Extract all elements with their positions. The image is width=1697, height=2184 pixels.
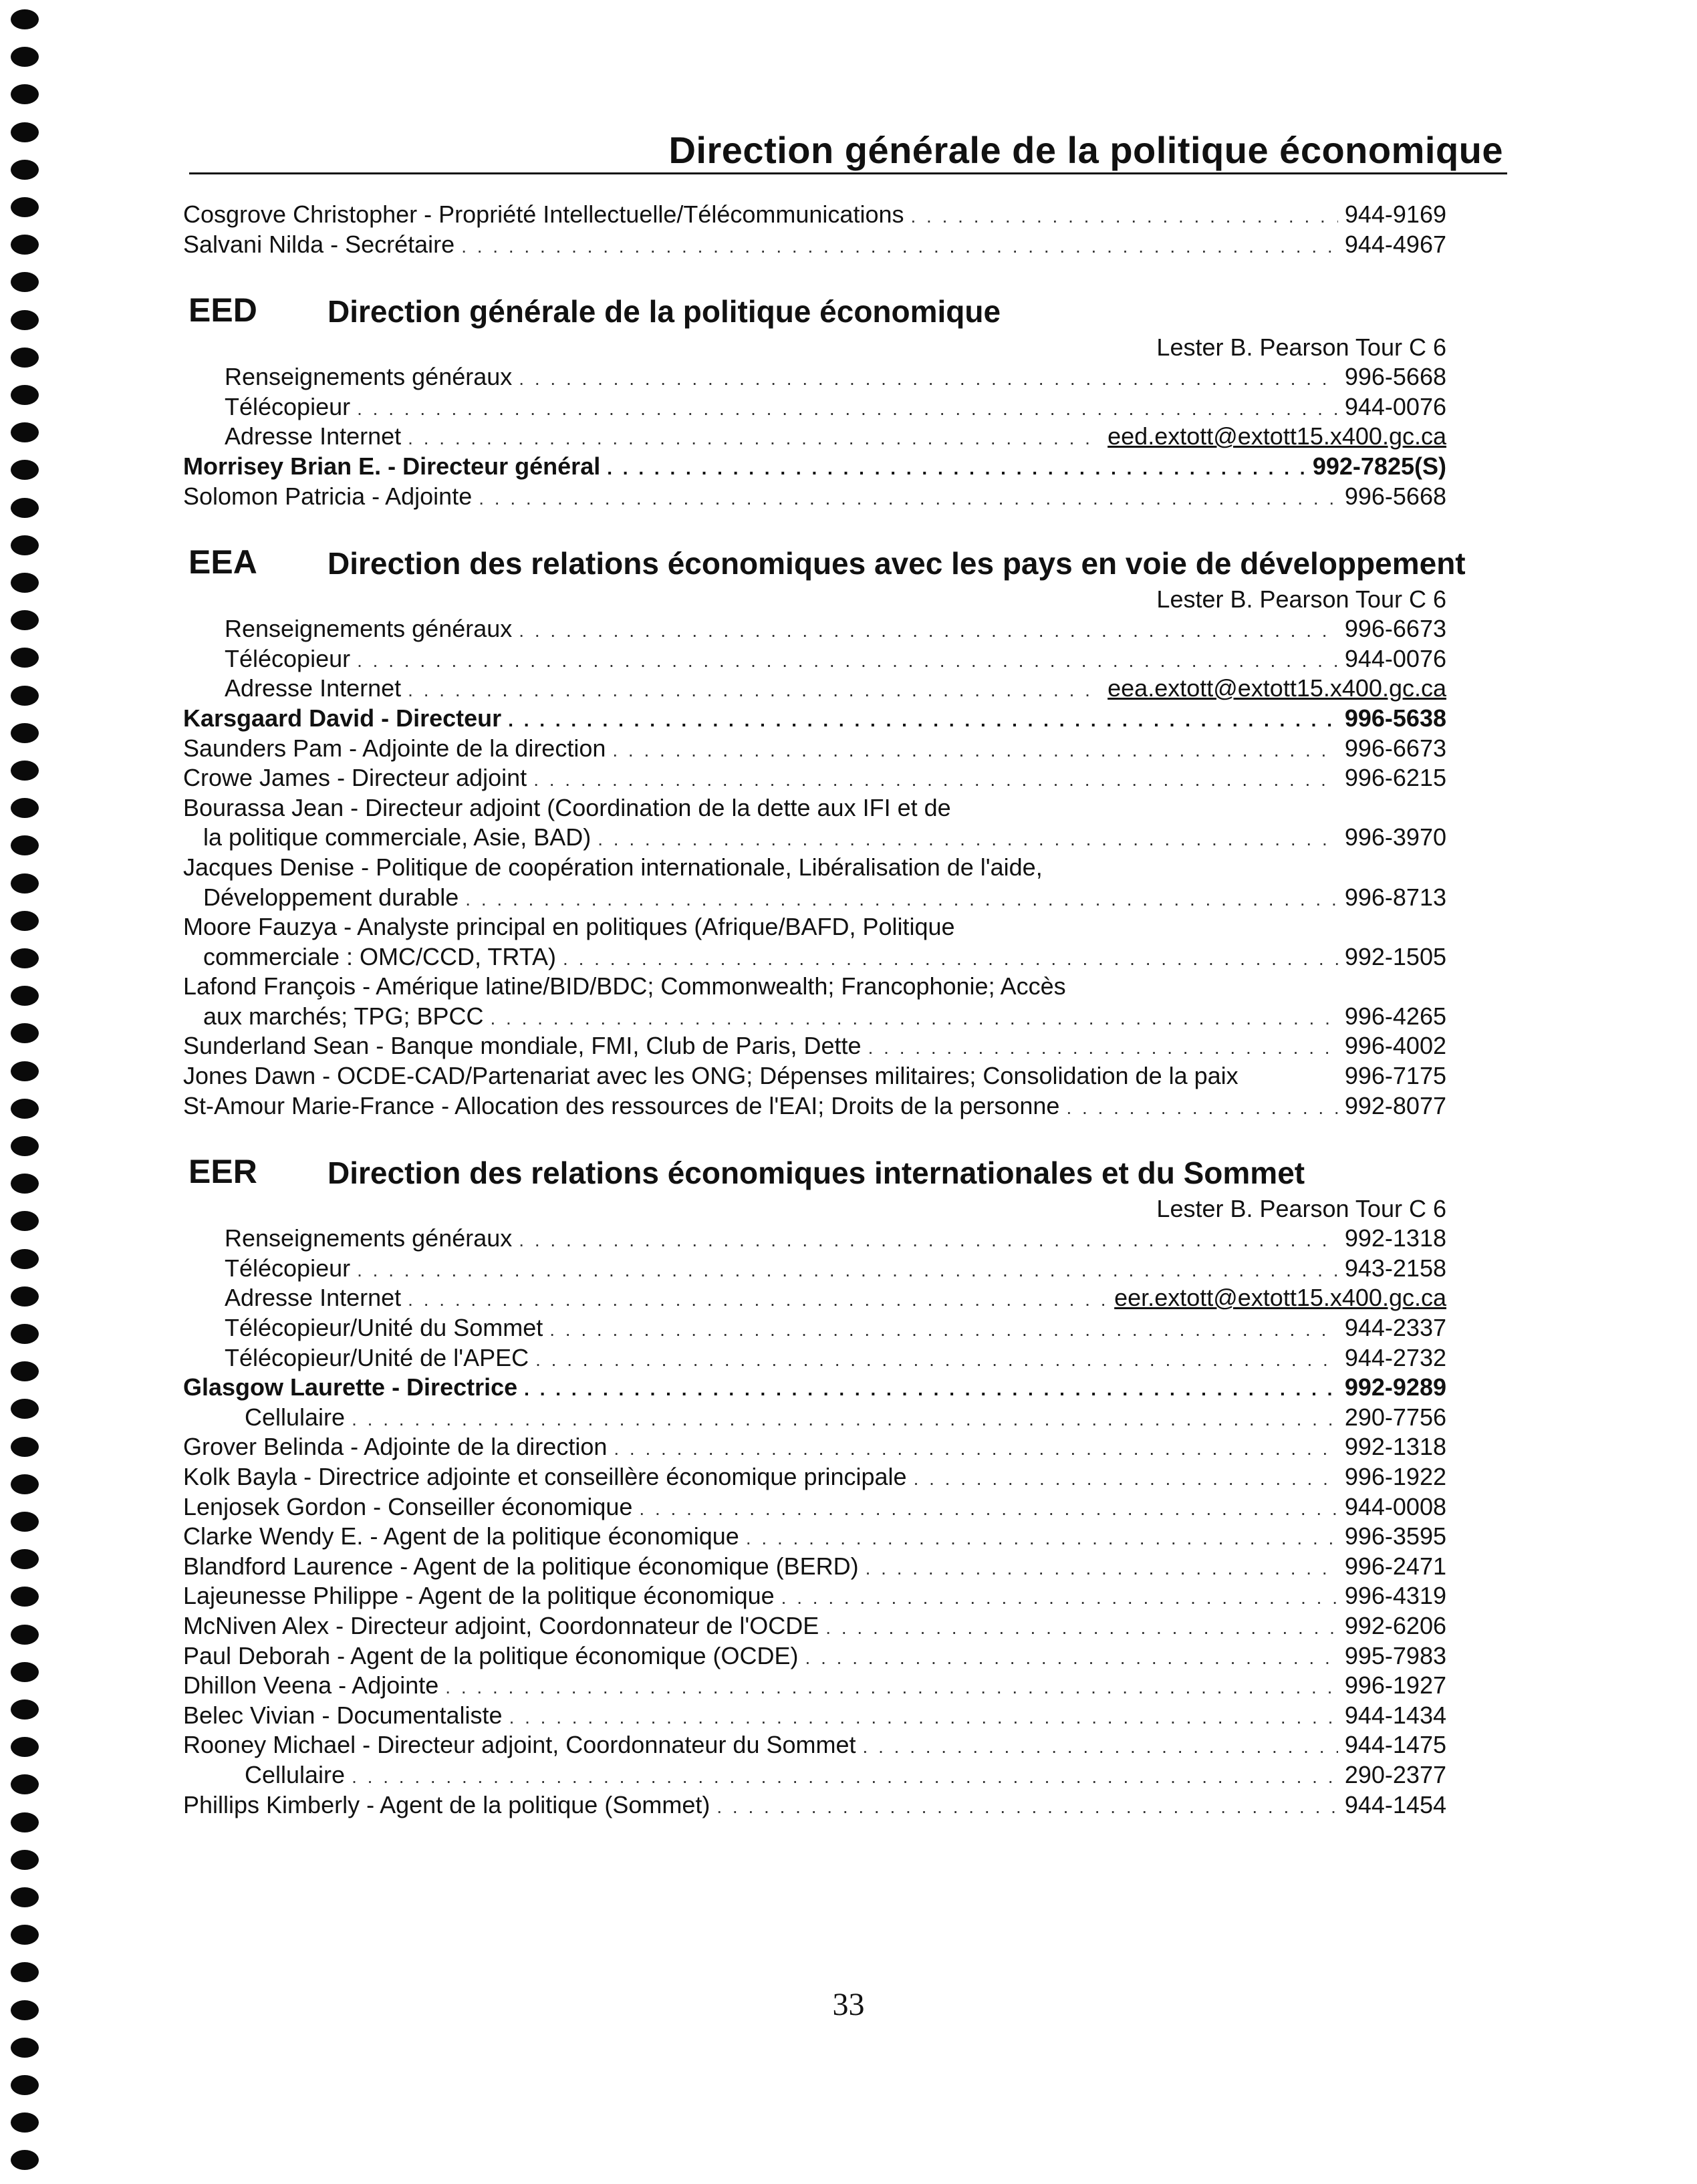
binding-hole — [11, 1625, 39, 1645]
binding-hole — [11, 1587, 39, 1607]
phone-number: 992-1318 — [1344, 1433, 1446, 1461]
dot-leader — [805, 1647, 1338, 1669]
directory-entry — [183, 1582, 1446, 1612]
phone-number: 996-5668 — [1344, 482, 1446, 510]
binding-hole — [11, 648, 39, 668]
entry-label: Clarke Wendy E. - Agent de la politique économique — [183, 1522, 739, 1550]
dot-leader — [508, 710, 1338, 731]
binding-hole — [11, 1286, 39, 1307]
phone-number: 996-7175 — [1344, 1062, 1446, 1090]
section-title: Direction des relations économiques internationales et du Sommet — [328, 1155, 1305, 1191]
entry-label: Phillips Kimberly - Agent de la politique (Sommet) — [183, 1790, 710, 1818]
dot-leader — [490, 1008, 1337, 1029]
directory-entry — [183, 1612, 1446, 1642]
phone-number: 944-1475 — [1344, 1731, 1446, 1759]
entry-label: Bourassa Jean - Directeur adjoint (Coordination de la dette aux IFI et de — [183, 793, 951, 821]
dot-leader — [445, 1677, 1338, 1698]
binding-hole — [11, 1474, 39, 1494]
entry-label: aux marchés; TPG; BPCC — [203, 1002, 484, 1030]
phone-number: 944-2337 — [1344, 1314, 1446, 1342]
binding-hole — [11, 610, 39, 630]
binding-hole — [11, 1962, 39, 1982]
section-eea — [183, 543, 1466, 1121]
directory-entry — [183, 1344, 1446, 1374]
section-title: Direction des relations économiques avec les pays en voie de développement — [328, 546, 1466, 581]
dot-leader — [352, 1409, 1338, 1430]
page-number: 33 — [832, 1987, 865, 2022]
binding-hole — [11, 1099, 39, 1119]
dot-leader — [535, 1349, 1338, 1371]
binding-hole — [11, 272, 39, 292]
binding-hole — [11, 1925, 39, 1945]
entry-text-line — [183, 913, 1446, 943]
entry-label: Karsgaard David - Directeur — [183, 704, 502, 732]
entry-label: Moore Fauzya - Analyste principal en politiques (Afrique/BAFD, Politique — [183, 913, 955, 941]
directory-entry — [183, 1671, 1446, 1701]
binding-hole — [11, 948, 39, 968]
entry-label: Blandford Laurence - Agent de la politique économique (BERD) — [183, 1552, 859, 1580]
dot-leader — [614, 1438, 1338, 1460]
binding-hole — [11, 573, 39, 593]
entry-label: Saunders Pam - Adjointe de la direction — [183, 734, 606, 762]
dot-leader — [519, 368, 1338, 390]
binding-hole — [11, 2112, 39, 2133]
dot-leader — [549, 1319, 1338, 1341]
binding-hole — [11, 422, 39, 442]
directory-entry — [183, 1092, 1446, 1122]
entry-text-line — [183, 972, 1446, 1002]
phone-number: 944-2732 — [1344, 1343, 1446, 1371]
binding-hole — [11, 84, 39, 104]
entry-label: la politique commerciale, Asie, BAD) — [203, 823, 592, 851]
binding-hole — [11, 1699, 39, 1720]
binding-hole — [11, 498, 39, 518]
section-code: EEA — [188, 543, 257, 581]
binding-hole — [11, 835, 39, 855]
phone-number: 944-0008 — [1344, 1492, 1446, 1520]
phone-number: 996-3970 — [1344, 823, 1446, 851]
binding-hole — [11, 2075, 39, 2095]
phone-number: 996-2471 — [1344, 1552, 1446, 1580]
directory-entry — [183, 452, 1446, 483]
dot-leader — [1066, 1097, 1337, 1119]
email-address[interactable]: eer.extott@extott15.x400.gc.ca — [1114, 1284, 1446, 1312]
section-location: Lester B. Pearson Tour C 6 — [1156, 585, 1446, 613]
directory-entry — [183, 231, 1446, 261]
directory-entry — [183, 1062, 1446, 1092]
phone-number: 944-4967 — [1344, 230, 1446, 258]
binding-hole — [11, 1136, 39, 1156]
binding-hole — [11, 9, 39, 29]
entry-label: Renseignements généraux — [225, 615, 513, 643]
binding-hole — [11, 1437, 39, 1457]
directory-entry — [183, 1552, 1446, 1583]
entry-label: Paul Deborah - Agent de la politique économique (OCDE) — [183, 1641, 799, 1669]
phone-number: 996-8713 — [1344, 883, 1446, 911]
section-code: EED — [188, 291, 257, 329]
binding-hole — [11, 1174, 39, 1194]
binding-hole — [11, 310, 39, 330]
entry-label: Adresse Internet — [225, 674, 402, 702]
phone-number: 943-2158 — [1344, 1254, 1446, 1282]
binding-hole — [11, 1774, 39, 1794]
entry-label: McNiven Alex - Directeur adjoint, Coordonnateur de l'OCDE — [183, 1611, 819, 1639]
binding-hole — [11, 1512, 39, 1532]
dot-leader — [746, 1528, 1338, 1549]
binding-hole — [11, 686, 39, 706]
binding-hole — [11, 1850, 39, 1870]
directory-entry — [183, 483, 1446, 513]
entry-label: Belec Vivian - Documentaliste — [183, 1701, 503, 1729]
entry-text-line — [183, 853, 1446, 883]
section-header — [183, 1155, 1446, 1195]
entry-label: St-Amour Marie-France - Allocation des ressources de l'EAI; Droits de la personne — [183, 1091, 1060, 1119]
dot-leader — [479, 488, 1338, 509]
entry-label: Cellulaire — [245, 1403, 346, 1431]
entry-label: Lajeunesse Philippe - Agent de la politique économique — [183, 1582, 775, 1610]
directory-entry — [183, 1002, 1446, 1033]
binding-hole — [11, 348, 39, 368]
directory-entry — [183, 1701, 1446, 1732]
dot-leader — [914, 1468, 1338, 1490]
directory-entry — [183, 704, 1446, 734]
dot-leader — [612, 740, 1337, 761]
entry-label: Solomon Patricia - Adjointe — [183, 482, 473, 510]
entry-label: Kolk Bayla - Directrice adjointe et conseillère économique principale — [183, 1463, 907, 1490]
dot-leader — [519, 1230, 1338, 1251]
binding-hole — [11, 1399, 39, 1419]
binding-hole — [11, 460, 39, 480]
entry-text-line — [183, 794, 1446, 824]
binding-hole — [11, 1887, 39, 1907]
dot-leader — [509, 1707, 1338, 1728]
entry-label: Adresse Internet — [225, 1284, 402, 1312]
dot-leader — [866, 1558, 1338, 1579]
directory-entry — [183, 1522, 1446, 1552]
entry-label: Lenjosek Gordon - Conseiller économique — [183, 1492, 633, 1520]
dot-leader — [524, 1379, 1338, 1400]
binding-hole — [11, 122, 39, 142]
section-eed — [183, 293, 1446, 512]
directory-entry — [183, 823, 1446, 853]
binding-hole — [11, 235, 39, 255]
binding-holes — [11, 9, 39, 2181]
directory-entry — [183, 363, 1446, 393]
page-header-title: Direction générale de la politique économique — [668, 129, 1503, 171]
binding-hole — [11, 1737, 39, 1757]
phone-number: 996-6673 — [1344, 615, 1446, 643]
dot-leader — [465, 889, 1338, 910]
directory-entry — [183, 1403, 1446, 1434]
dot-leader — [357, 650, 1338, 672]
entry-label: Développement durable — [203, 883, 459, 911]
dot-leader — [563, 948, 1338, 970]
dot-leader — [868, 1037, 1338, 1059]
directory-entry — [183, 1731, 1446, 1761]
directory-entry — [183, 1761, 1446, 1791]
section-title: Direction générale de la politique économique — [328, 294, 1001, 329]
email-address[interactable]: eed.extott@extott15.x400.gc.ca — [1107, 422, 1446, 450]
phone-number: 992-1505 — [1344, 942, 1446, 970]
binding-hole — [11, 798, 39, 818]
entry-label: Jones Dawn - OCDE-CAD/Partenariat avec les ONG; Dépenses militaires; Consolidation de la paix — [183, 1062, 1238, 1090]
phone-number: 996-6673 — [1344, 734, 1446, 762]
phone-number: 996-4319 — [1344, 1582, 1446, 1610]
directory-entry — [183, 1373, 1446, 1403]
entry-label: Crowe James - Directeur adjoint — [183, 764, 527, 792]
entry-label: Sunderland Sean - Banque mondiale, FMI, Club de Paris, Dette — [183, 1032, 862, 1060]
dot-leader — [408, 680, 1101, 701]
entry-label: Glasgow Laurette - Directrice — [183, 1373, 518, 1401]
dot-leader — [352, 1766, 1338, 1788]
binding-hole — [11, 986, 39, 1006]
entry-label: Renseignements généraux — [225, 363, 513, 391]
section-location: Lester B. Pearson Tour C 6 — [1156, 1195, 1446, 1223]
phone-number: 944-1434 — [1344, 1701, 1446, 1729]
directory-entry — [183, 734, 1446, 765]
entry-label: Cellulaire — [245, 1760, 346, 1788]
directory-entry — [183, 943, 1446, 973]
dot-leader — [519, 620, 1338, 642]
entry-label: Grover Belinda - Adjointe de la direction — [183, 1433, 608, 1461]
directory-entry — [183, 883, 1446, 914]
directory-entry — [183, 1463, 1446, 1493]
dot-leader — [863, 1736, 1338, 1758]
phone-number: 944-1454 — [1344, 1790, 1446, 1818]
phone-number: 944-9169 — [1344, 200, 1446, 228]
directory-entry — [183, 1284, 1446, 1314]
directory-entry — [183, 1254, 1446, 1284]
entry-label: Jacques Denise - Politique de coopération internationale, Libéralisation de l'aide, — [183, 853, 1043, 881]
dot-leader — [911, 206, 1338, 227]
entry-label: Lafond François - Amérique latine/BID/BDC; Commonwealth; Francophonie; Accès — [183, 972, 1066, 1000]
dot-leader — [357, 398, 1338, 420]
binding-hole — [11, 723, 39, 743]
dot-leader — [607, 458, 1306, 479]
binding-hole — [11, 1361, 39, 1381]
directory-entry — [183, 1032, 1446, 1062]
binding-hole — [11, 385, 39, 405]
binding-hole — [11, 1211, 39, 1231]
phone-number: 992-1318 — [1344, 1224, 1446, 1252]
entry-label: Renseignements généraux — [225, 1224, 513, 1252]
dot-leader — [533, 769, 1338, 791]
phone-number: 992-6206 — [1344, 1611, 1446, 1639]
entry-label: Télécopieur/Unité de l'APEC — [225, 1343, 529, 1371]
phone-number: 992-7825(S) — [1312, 452, 1446, 480]
entry-label: Rooney Michael - Directeur adjoint, Coordonnateur du Sommet — [183, 1731, 856, 1759]
directory-entry — [183, 1791, 1446, 1821]
section-header — [183, 543, 1466, 585]
binding-hole — [11, 1812, 39, 1832]
directory-entry — [183, 200, 1446, 231]
dot-leader — [716, 1796, 1338, 1818]
section-code: EER — [188, 1153, 257, 1191]
dot-leader — [598, 829, 1338, 850]
entry-label: Salvani Nilda - Secrétaire — [183, 230, 455, 258]
entry-label: Télécopieur — [225, 1254, 351, 1282]
phone-number: 944-0076 — [1344, 392, 1446, 420]
directory-entry — [183, 1493, 1446, 1523]
binding-hole — [11, 1662, 39, 1682]
directory-entry — [183, 764, 1446, 794]
phone-number: 944-0076 — [1344, 644, 1446, 672]
binding-hole — [11, 911, 39, 931]
binding-hole — [11, 535, 39, 555]
dot-leader — [639, 1498, 1337, 1520]
entry-label: Cosgrove Christopher - Propriété Intellectuelle/Télécommunications — [183, 200, 904, 228]
phone-number: 996-3595 — [1344, 1522, 1446, 1550]
binding-hole — [11, 1023, 39, 1043]
phone-number: 995-7983 — [1344, 1641, 1446, 1669]
binding-hole — [11, 761, 39, 781]
directory-entry — [183, 1433, 1446, 1463]
binding-hole — [11, 160, 39, 180]
directory-entry — [183, 393, 1446, 423]
entry-label: Dhillon Veena - Adjointe — [183, 1671, 439, 1699]
entry-label: Morrisey Brian E. - Directeur général — [183, 452, 601, 480]
entry-label: Télécopieur — [225, 392, 351, 420]
phone-number: 996-5638 — [1344, 704, 1446, 732]
section-eer — [183, 1155, 1446, 1820]
binding-hole — [11, 47, 39, 67]
dot-leader — [781, 1587, 1338, 1609]
section-header — [183, 293, 1446, 333]
phone-number: 992-9289 — [1344, 1373, 1446, 1401]
entry-label: Télécopieur — [225, 644, 351, 672]
directory-entry — [183, 1224, 1446, 1254]
phone-number: 996-4002 — [1344, 1032, 1446, 1060]
dot-leader — [408, 428, 1101, 449]
phone-number: 290-2377 — [1344, 1760, 1446, 1788]
entry-label: Télécopieur/Unité du Sommet — [225, 1314, 543, 1342]
dot-leader — [461, 236, 1338, 257]
phone-number: 996-1927 — [1344, 1671, 1446, 1699]
phone-number: 996-1922 — [1344, 1463, 1446, 1490]
entry-label: commerciale : OMC/CCD, TRTA) — [203, 942, 557, 970]
binding-hole — [11, 2038, 39, 2058]
dot-leader — [825, 1617, 1338, 1639]
directory-entry — [183, 674, 1446, 704]
phone-number: 290-7756 — [1344, 1403, 1446, 1431]
binding-hole — [11, 1061, 39, 1081]
section-location: Lester B. Pearson Tour C 6 — [1156, 333, 1446, 362]
entry-label: Adresse Internet — [225, 422, 402, 450]
phone-number: 996-4265 — [1344, 1002, 1446, 1030]
binding-hole — [11, 1249, 39, 1269]
binding-hole — [11, 1324, 39, 1344]
directory-entry — [183, 615, 1446, 645]
dot-leader — [408, 1289, 1107, 1311]
phone-number: 992-8077 — [1344, 1091, 1446, 1119]
binding-hole — [11, 873, 39, 894]
binding-hole — [11, 2150, 39, 2170]
phone-number: 996-6215 — [1344, 764, 1446, 792]
dot-leader — [357, 1260, 1338, 1281]
directory-entry — [183, 1642, 1446, 1672]
header-rule — [189, 172, 1507, 174]
phone-number: 996-5668 — [1344, 363, 1446, 391]
directory-content — [183, 200, 1466, 1820]
directory-entry — [183, 1314, 1446, 1344]
directory-entry — [183, 645, 1446, 675]
binding-hole — [11, 197, 39, 217]
directory-entry — [183, 422, 1446, 452]
email-address[interactable]: eea.extott@extott15.x400.gc.ca — [1107, 674, 1446, 702]
binding-hole — [11, 1549, 39, 1569]
